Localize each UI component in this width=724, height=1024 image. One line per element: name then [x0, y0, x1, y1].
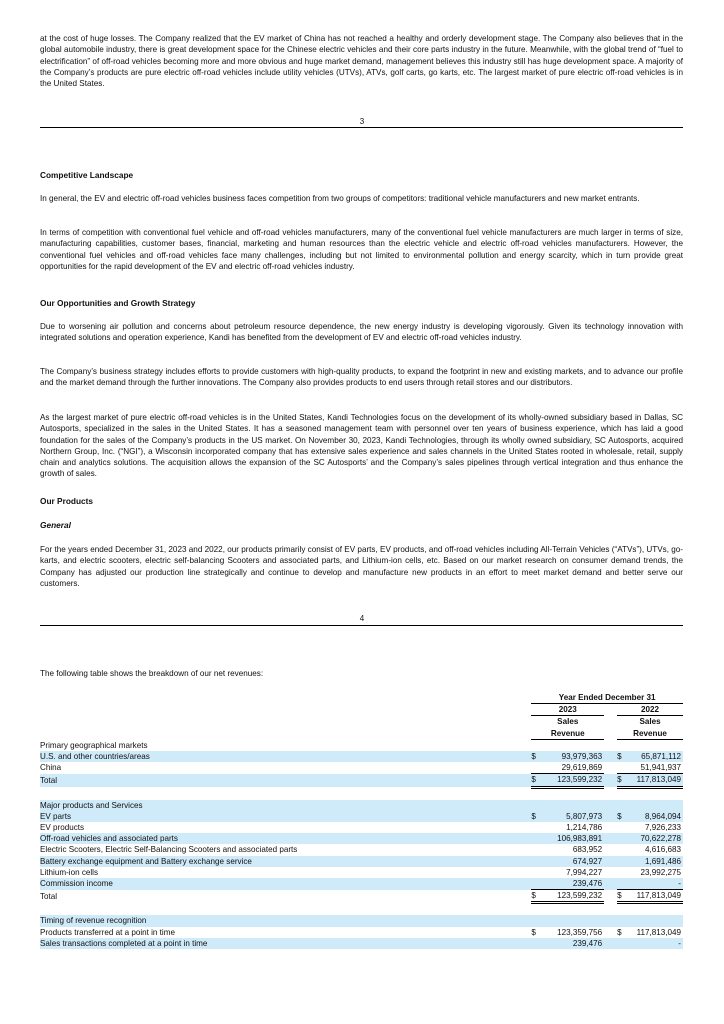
value-2023: 106,983,891	[540, 833, 604, 844]
value-2023: 123,599,232	[540, 774, 604, 787]
intro-paragraph: at the cost of huge losses. The Company realized that the EV market of China has not reached a healthy and orderly development stage. The Company also believes that in the global automobile industry, there is great development space for the Chinese electric vehicles and their core parts industry in the future. Meanwhile, with the global trend of “fuel to electrification” of off-road vehicles becoming more and more obvious and huge market demand, management believes this industry still has huge development space. A majority of the Company’s products are pure electric off-road vehicles include utility vehicles (UTVs), ATVs, golf carts, go karts, etc. The largest market of pure electric off-road vehicles is in the United States.	[40, 34, 683, 89]
value-2022: -	[626, 938, 683, 949]
currency-2022: $	[617, 927, 622, 937]
table-row	[40, 762, 683, 774]
currency-2022	[617, 867, 626, 878]
table-row	[40, 856, 683, 867]
currency-2023	[531, 878, 540, 890]
currency-2022	[617, 762, 626, 774]
currency-2022	[617, 822, 626, 833]
currency-2022: $	[617, 811, 626, 822]
revenue-breakdown-table	[40, 692, 683, 949]
section-heading-products: Our Products	[40, 496, 94, 506]
value-2022: 4,616,683	[644, 845, 681, 855]
currency-2023: $	[531, 751, 540, 762]
value-2022: 7,926,233	[644, 823, 681, 833]
section-label: Timing of revenue recognition	[40, 915, 531, 926]
currency-2023: $	[531, 811, 540, 822]
table-row	[40, 833, 683, 844]
currency-2022	[617, 844, 626, 855]
spacer-row	[40, 787, 683, 800]
value-2022: 51,941,937	[640, 763, 681, 773]
spacer-row	[40, 903, 683, 916]
period-header: Year Ended December 31	[531, 692, 683, 704]
value-2023: 123,359,756	[557, 927, 603, 937]
value-2023: 239,476	[540, 878, 604, 890]
table-row	[40, 822, 683, 833]
table-row	[40, 938, 683, 949]
row-label: Sales transactions completed at a point in time	[40, 938, 531, 949]
section-heading-opportunities: Our Opportunities and Growth Strategy	[40, 298, 196, 308]
row-label: EV products	[40, 823, 85, 833]
page-divider	[40, 127, 683, 128]
subsection-heading-general: General	[40, 520, 71, 530]
table-total-row	[40, 774, 683, 787]
section-label: Primary geographical markets	[40, 740, 148, 750]
table-row	[40, 927, 683, 938]
currency-2023: $	[531, 774, 540, 787]
row-label: Commission income	[40, 878, 531, 890]
table-header-sales	[40, 716, 683, 728]
value-2023: 7,994,227	[566, 867, 603, 877]
table-header-years	[40, 704, 683, 716]
timing-heading-row	[40, 915, 683, 926]
sales-header-2022: Sales	[639, 717, 661, 727]
currency-2023	[531, 762, 540, 774]
year-2022-header: 2022	[617, 704, 683, 716]
currency-2022	[617, 878, 626, 890]
revenue-header-2022: Revenue	[617, 728, 683, 740]
value-2022: -	[626, 878, 683, 890]
currency-2023	[531, 938, 540, 949]
row-label: China	[40, 763, 62, 773]
currency-2023	[531, 867, 540, 878]
table-header-period	[40, 692, 683, 704]
currency-2022: $	[617, 890, 626, 903]
value-2022: 8,964,094	[626, 811, 683, 822]
row-label: Total	[40, 774, 531, 787]
row-label: Total	[40, 891, 58, 901]
value-2023: 93,979,363	[540, 751, 604, 762]
revenue-header-2023: Revenue	[531, 728, 604, 740]
page-divider	[40, 625, 683, 626]
value-2023: 1,214,786	[566, 823, 603, 833]
page-number: 3	[359, 117, 365, 126]
currency-2023	[531, 856, 540, 867]
value-2022: 23,992,275	[640, 867, 681, 877]
currency-2023	[531, 822, 540, 833]
currency-2022	[617, 856, 626, 867]
table-row	[40, 844, 683, 855]
currency-2023: $	[531, 927, 536, 937]
row-label: Lithium-ion cells	[40, 867, 99, 877]
opportunities-paragraph-1: Due to worsening air pollution and concerns about petroleum resource dependence, the new energy industry is developing vigorously. Given its technology innovation with integrated solutions and operation experience, Kandi has benefited from the development of EV and electric off-road vehicles industry.	[40, 322, 683, 343]
page-number: 4	[359, 614, 365, 623]
value-2022: 117,813,049	[626, 890, 683, 903]
row-label: EV parts	[40, 811, 531, 822]
value-2023: 239,476	[540, 938, 604, 949]
table-row	[40, 878, 683, 890]
competitive-paragraph-2: In terms of competition with conventional fuel vehicle and off-road vehicles manufacturers, many of the conventional fuel vehicle manufacturers are much larger in terms of size, manufacturing capabilities, customer bases, financial, marketing and human resources than the electric vehicle and electric off-road vehicles manufacturers. However, the conventional fuel vehicles and off-road vehicles face many challenges, including but not limited to environmental pollution and energy scarcity, which in turn provide great opportunities for the rapid development of the EV and electric off-road vehicles industry.	[40, 228, 683, 271]
value-2022: 117,813,049	[626, 774, 683, 787]
section-heading-competitive: Competitive Landscape	[40, 170, 134, 180]
year-2023-header: 2023	[531, 704, 604, 716]
row-label: Products transferred at a point in time	[40, 927, 175, 937]
opportunities-paragraph-3: As the largest market of pure electric off-road vehicles is in the United States, Kandi Technologies focus on the development of its wholly-owned subsidiary based in Dallas, SC Autosports, specialized in the sales in the United States. It has a seasoned management team with personnel over ten years of business experience, which has laid a good foundation for the sales of the Company’s products in the US market. On November 30, 2023, Kandi Technologies, through its wholly owned subsidiary, SC Autosports, acquired Northern Group, Inc. (“NGI”), a Wisconsin incorporated company that has extensive sales experience and sales channels in the United States rooted in wholesale, retail, supply chain and analytics solutions. The acquisition allows the expansion of the SC Autosports’ and the Company’s sales pipelines through vertical integration and thus enhance the growth of sales.	[40, 413, 683, 479]
row-label: Off-road vehicles and associated parts	[40, 833, 531, 844]
table-row	[40, 811, 683, 822]
currency-2022	[617, 833, 626, 844]
value-2022: 70,622,278	[626, 833, 683, 844]
row-label: Electric Scooters, Electric Self-Balancing Scooters and associated parts	[40, 845, 298, 855]
currency-2023	[531, 833, 540, 844]
value-2022: 1,691,486	[626, 856, 683, 867]
table-row	[40, 867, 683, 878]
table-row	[40, 751, 683, 762]
sales-header-2023: Sales	[557, 717, 579, 727]
value-2022: 65,871,112	[626, 751, 683, 762]
currency-2023: $	[531, 890, 540, 903]
value-2023: 674,927	[540, 856, 604, 867]
opportunities-paragraph-2: The Company’s business strategy includes efforts to provide customers with high-quality products, to expand the footprint in new and existing markets, and to advance our profile and the market demand through the further innovations. The Company also provides products to end users through retail stores and our distributors.	[40, 367, 683, 388]
products-heading-row	[40, 800, 683, 811]
row-label: Battery exchange equipment and Battery exchange service	[40, 856, 531, 867]
currency-2022: $	[617, 774, 626, 787]
geo-heading-row	[40, 739, 683, 751]
value-2023: 123,599,232	[540, 890, 604, 903]
row-label: U.S. and other countries/areas	[40, 751, 531, 762]
currency-2022	[617, 938, 626, 949]
value-2023: 29,619,869	[561, 763, 603, 773]
table-intro: The following table shows the breakdown of our net revenues:	[40, 669, 264, 678]
general-paragraph: For the years ended December 31, 2023 and 2022, our products primarily consist of EV parts, EV products, and off-road vehicles including All-Terrain Vehicles (“ATVs”), UTVs, go-karts, and electric scooters, electric self-balancing Scooters and associated parts, and Lithium-ion cells, etc. Based on our market research on consumer demand trends, the Company has adjusted our production line strategically and continue to develop and manufacture new products in an effort to meet market demand and better serve our customers.	[40, 545, 683, 588]
value-2022: 117,813,049	[636, 927, 681, 937]
competitive-paragraph-1: In general, the EV and electric off-road vehicles business faces competition from two groups of competitors: traditional vehicle manufacturers and new market entrants.	[40, 194, 640, 203]
table-header-revenue	[40, 728, 683, 740]
currency-2023	[531, 844, 540, 855]
section-label: Major products and Services	[40, 800, 531, 811]
value-2023: 5,807,973	[540, 811, 604, 822]
currency-2022: $	[617, 751, 626, 762]
table-total-row	[40, 890, 683, 903]
value-2023: 683,952	[572, 845, 603, 855]
